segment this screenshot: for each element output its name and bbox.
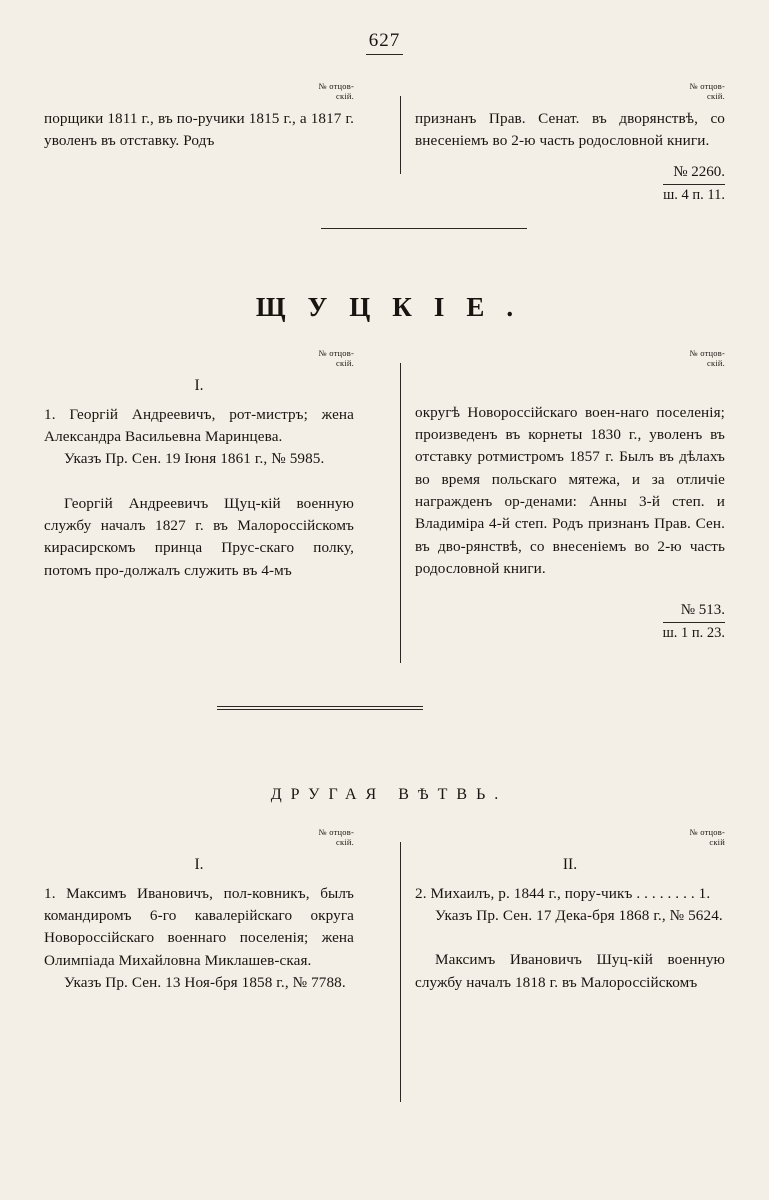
person-entry: 1. Максимъ Ивановичъ, пол-ковникъ, былъ командиромъ 6-го кавалерійскаго округа Новороссійскаго военнаго поселенія; жена Олимпіада Михайловна Миклашев-ская.: [44, 884, 354, 969]
column-note-line1: № отцов-: [318, 81, 354, 91]
column-note: [44, 82, 354, 102]
column-note: [44, 828, 354, 848]
column-left: [44, 828, 354, 994]
paragraph: признанъ Прав. Сенат. въ дворянствѣ, со внесеніемъ во 2-ю часть родословной книги.: [415, 109, 725, 149]
section-continuation: [44, 82, 725, 204]
column-note-line1: № отцов-: [689, 827, 725, 837]
column-right: [415, 828, 725, 994]
reference-number: № 513.: [680, 602, 725, 619]
column-right: [415, 82, 725, 204]
branch-subheading: ДРУГАЯ ВѢТВЬ.: [270, 786, 508, 803]
column-note-line2: скій.: [707, 357, 725, 368]
column-note-line2: скій.: [707, 90, 725, 101]
person-entry: 2. Михаилъ, р. 1844 г., пору-чикъ . . . . . . . . 1.: [415, 884, 711, 902]
column-note: [415, 82, 725, 102]
column-divider: [400, 363, 401, 663]
generation-roman-numeral: II.: [562, 855, 578, 873]
column-note-line2: скій.: [336, 357, 354, 368]
column-note-line2: скій: [709, 836, 725, 847]
reference-block: [415, 602, 725, 642]
biography-paragraph: округѣ Новороссійскаго воен-наго поселенія; произведенъ въ корнеты 1830 г., уволенъ въ отставку ротмистромъ 1857 г. Былъ въ дѣлахъ во время польскаго мятежа, и за отличіе награжденъ ор-денами: Анны 3-й степ. и Владиміра 4-й степ. Родъ признанъ Прав. Сен. въ дво-рянствѣ, со внесеніемъ во 2-ю часть родословной книги.: [415, 403, 725, 577]
two-column-layout: [44, 828, 725, 994]
column-left: [44, 82, 354, 204]
two-column-layout: [44, 82, 725, 204]
page-number: [0, 30, 769, 55]
column-divider: [400, 96, 401, 174]
paragraph: порщики 1811 г., въ по-ручики 1815 г., а 1817 г. уволенъ въ отставку. Родъ: [44, 109, 354, 149]
reference-sheet: ш. 4 п. 11.: [663, 184, 725, 204]
family-name-heading: ЩУЦКІЕ.: [255, 292, 536, 322]
column-note-line1: № отцов-: [318, 827, 354, 837]
section-family-main: [44, 349, 725, 642]
section-branch: [44, 828, 725, 994]
column-note-line1: № отцов-: [318, 348, 354, 358]
two-column-layout: [44, 349, 725, 642]
column-note-line2: скій.: [336, 90, 354, 101]
decree-note: Указъ Пр. Сен. 17 Дека-бря 1868 г., № 5624.: [435, 906, 723, 924]
decree-note: Указъ Пр. Сен. 19 Іюня 1861 г., № 5985.: [64, 450, 325, 468]
column-right: [415, 349, 725, 642]
column-note: [415, 349, 725, 369]
branch-separator-rule: [217, 706, 423, 707]
generation-roman-numeral: I.: [194, 855, 204, 873]
reference-number: № 2260.: [673, 164, 725, 181]
column-note: [44, 349, 354, 369]
column-note-line1: № отцов-: [689, 81, 725, 91]
column-note: [415, 828, 725, 848]
biography-paragraph: Георгій Андреевичъ Щуц-кій военную службу началъ 1827 г. въ Малороссійскомъ кирасирскомъ принца Прус-скаго полку, потомъ про-должалъ служить въ 4-мъ: [44, 494, 354, 579]
decree-note: Указъ Пр. Сен. 13 Ноя-бря 1858 г., № 7788.: [64, 973, 346, 991]
biography-paragraph: Максимъ Ивановичъ Шуц-кій военную службу началъ 1818 г. въ Малороссійскомъ: [415, 951, 725, 991]
reference-sheet: ш. 1 п. 23.: [663, 622, 725, 642]
reference-block: [415, 164, 725, 204]
section-rule: [321, 228, 527, 229]
page-number-value: 627: [366, 30, 404, 55]
column-note-line1: № отцов-: [689, 348, 725, 358]
column-note-line2: скій.: [336, 836, 354, 847]
generation-roman-numeral: I.: [194, 376, 204, 394]
person-entry: 1. Георгій Андреевичъ, рот-мистръ; жена Александра Васильевна Маринцева.: [44, 405, 354, 445]
column-left: [44, 349, 354, 642]
column-divider: [400, 842, 401, 1102]
